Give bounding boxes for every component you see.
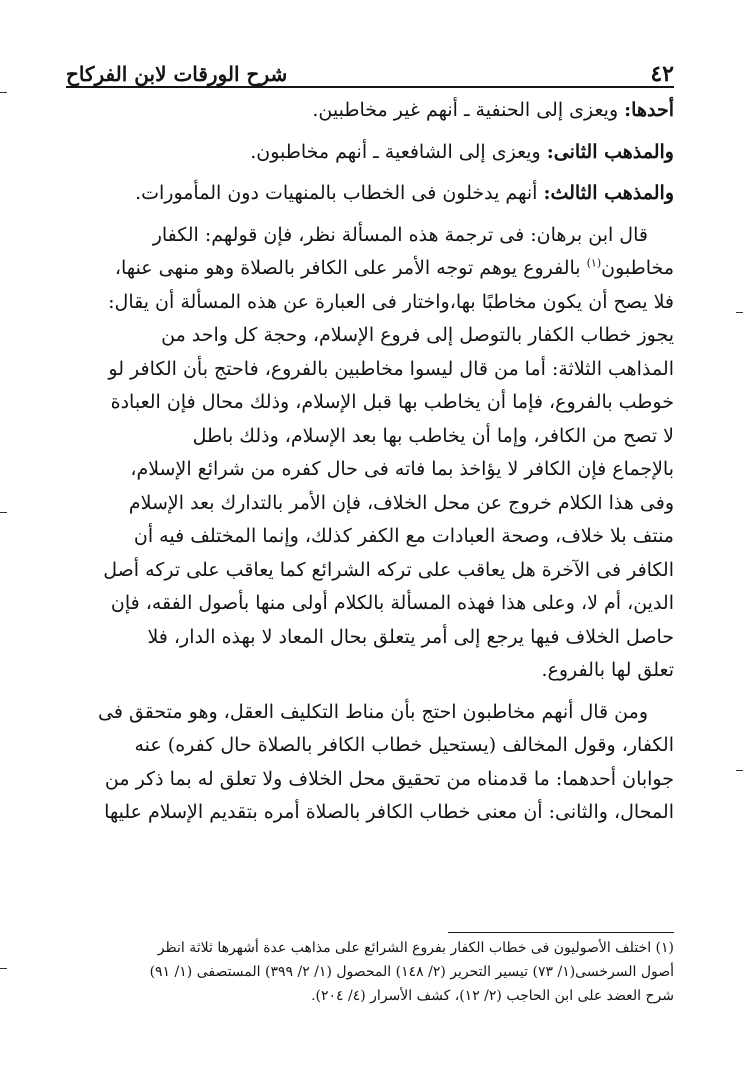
- doctrine-text: ويعزى إلى الحنفية ـ أنهم غير مخاطبين.: [312, 99, 625, 121]
- text-line: ومن قال أنهم مخاطبون احتج بأن مناط التكليف العقل، وهو متحقق فى: [98, 700, 648, 723]
- text-line: تعلق لها بالفروع.: [541, 659, 674, 681]
- text-line: يجوز خطاب الكفار بالتوصل إلى فروع الإسلام، وحجة كل واحد من: [161, 324, 674, 346]
- margin-tick-mark: [0, 968, 7, 969]
- text-line: جوابان أحدهما: ما قدمناه من تحقيق محل الخلاف ولا تعلق له بما ذكر من: [104, 767, 674, 790]
- page-header: [66, 48, 674, 88]
- doctrine-label: والمذهب الثالث:: [543, 182, 674, 204]
- text-line: [66, 252, 674, 286]
- text-line: قال ابن برهان: فى ترجمة هذه المسألة نظر، فإن قولهم: الكفار: [152, 223, 648, 246]
- page-number: ٤٢: [650, 61, 674, 87]
- margin-tick-mark: [736, 770, 743, 771]
- footnote-rule: [448, 932, 674, 933]
- header-rule: [66, 86, 674, 88]
- text-line: الكافر فى الآخرة هل يعاقب على تركه الشرائع كما يعاقب على تركه أصل: [103, 558, 674, 581]
- text-line: المحال، والثانى: أن معنى خطاب الكافر بالصلاة أمره بتقديم الإسلام عليها: [104, 801, 674, 823]
- footnote-line: (١) اختلف الأصوليون فى خطاب الكفار بفروع الشرائع على مذاهب عدة أشهرها ثلاثة انظر: [157, 940, 674, 956]
- margin-tick-mark: [0, 512, 7, 513]
- text-line: المذاهب الثلاثة: أما من قال ليسوا مخاطبين بالفروع، فاحتج بأن الكافر لو: [108, 357, 674, 380]
- footnote-marker[interactable]: (١): [586, 256, 602, 270]
- text-line: فلا يصح أن يكون مخاطبًا بها،واختار فى العبارة عن هذه المسألة أن يقال:: [108, 290, 674, 313]
- paragraph-addressed-argument: [66, 696, 674, 830]
- footnote-area: [66, 936, 674, 1008]
- text-line: الدين، أم لا، وعلى هذا فهذه المسألة بالكلام أولى منها بأصول الفقه، فإن: [110, 592, 674, 614]
- text-segment: مخاطبون: [601, 257, 674, 279]
- paragraph-ibn-burhan: [66, 219, 674, 688]
- text-line: حاصل الخلاف فيها يرجع إلى أمر يتعلق بحال المعاد لا بهذه الدار، فلا: [147, 625, 674, 648]
- doctrine-first: [66, 94, 674, 128]
- doctrine-label: والمذهب الثانى:: [546, 140, 674, 163]
- text-line: خوطب بالفروع، فإما أن يخاطب بها قبل الإسلام، وذلك محال فإن العبادة: [110, 391, 674, 413]
- margin-tick-mark: [736, 312, 743, 313]
- text-line: وفى هذا الكلام خروج عن محل الخلاف، فإن الأمر بالتدارك بعد الإسلام: [128, 491, 674, 514]
- main-text: [66, 94, 674, 830]
- margin-tick-mark: [0, 92, 7, 93]
- doctrine-label: أحدها:: [624, 99, 674, 121]
- text-line: الكفار، وقول المخالف (يستحيل خطاب الكافر بالصلاة حال كفره) عنه: [134, 734, 674, 756]
- running-title: شرح الورقات لابن الفركاح: [66, 62, 288, 86]
- doctrine-text: أنهم يدخلون فى الخطاب بالمنهيات دون المأمورات.: [135, 182, 544, 204]
- doctrine-second: [66, 136, 674, 170]
- text-line: منتف بلا خلاف، وصحة العبادات مع الكفر كذلك، وإنما المختلف فيه أن: [133, 525, 674, 547]
- footnote-line: شرح العضد على ابن الحاجب (٢/ ١٢)، كشف الأسرار (٤/ ٢٠٤).: [311, 988, 674, 1004]
- doctrine-text: ويعزى إلى الشافعية ـ أنهم مخاطبون.: [250, 140, 547, 163]
- text-segment: بالفروع يوهم توجه الأمر على الكافر بالصلاة وهو منهى عنها،: [114, 257, 587, 279]
- doctrine-third: [66, 177, 674, 211]
- text-line: بالإجماع فإن الكافر لا يؤاخذ بما فاته فى حال كفره من شرائع الإسلام،: [130, 458, 674, 480]
- footnote-line: أصول السرخسى(١/ ٧٣) تيسير التحرير (٢/ ١٤٨) المحصول (١/ ٢/ ٣٩٩) المستصفى (١/ ٩١): [149, 964, 674, 980]
- text-line: لا تصح من الكافر، وإما أن يخاطب بها بعد الإسلام، وذلك باطل: [192, 424, 674, 447]
